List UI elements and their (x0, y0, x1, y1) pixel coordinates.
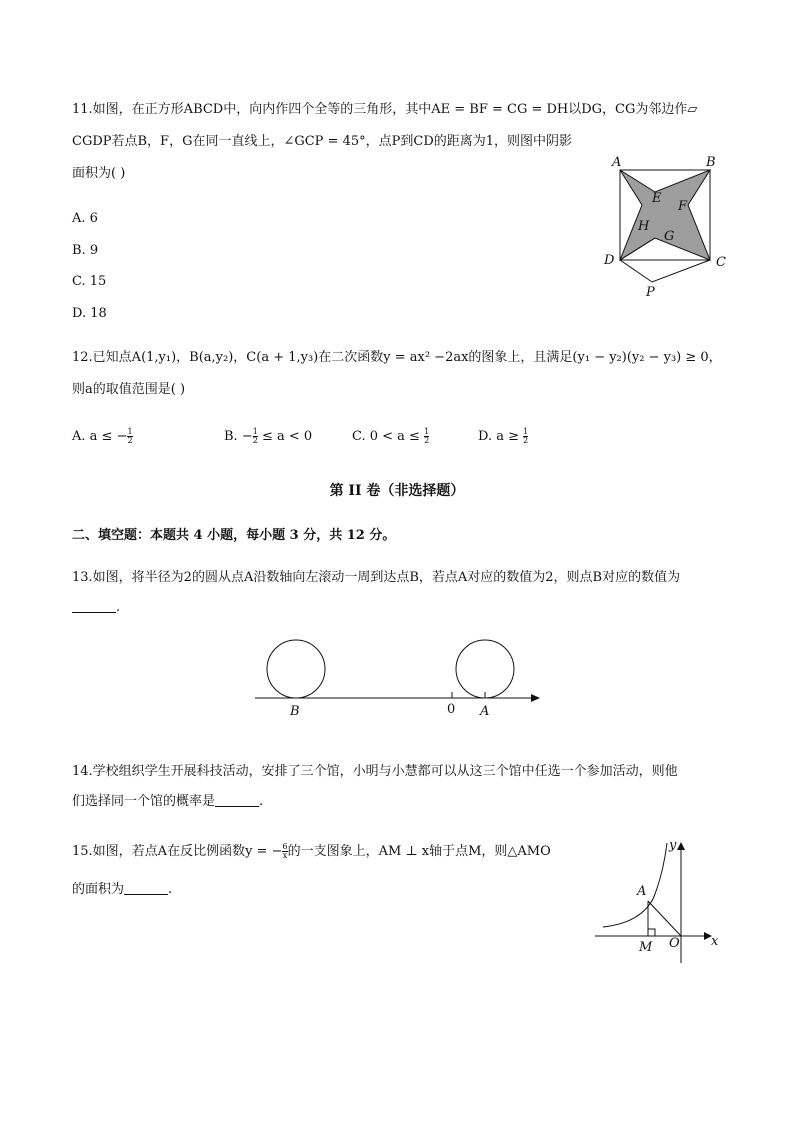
q12-option-d: D. a ≥ $\frac{1}{2}$ (478, 427, 529, 445)
label-h: H (638, 219, 650, 234)
q11-option-d: D. 18 (72, 306, 107, 321)
label-a: A (480, 704, 490, 719)
q15-hyperbola-figure (595, 835, 725, 965)
label-f: F (678, 199, 688, 214)
label-m: M (639, 940, 653, 955)
q13-number-line-figure (250, 635, 550, 725)
q14-line2: 们选择同一个馆的概率是 . (72, 794, 264, 809)
label-c: C (716, 255, 726, 270)
label-d: D (604, 253, 615, 268)
label-e: E (652, 191, 662, 206)
q12-option-c: C. 0 < a ≤ $\frac{1}{2}$ (352, 427, 430, 445)
q14-line1: 14.学校组织学生开展科技活动，安排了三个馆，小明与小慧都可以从这三个馆中任选一个参加活动，则他 (72, 764, 678, 779)
q15-line2: 的面积为 . (72, 882, 173, 897)
circle-at-b (267, 640, 325, 698)
number-line-arrow (531, 694, 540, 702)
right-angle-mark (648, 929, 655, 936)
label-zero: 0 (447, 702, 456, 717)
hyperbola-branch (603, 843, 667, 927)
y-axis-arrow (677, 842, 685, 850)
circle-at-a (456, 640, 514, 698)
label-g: G (664, 229, 675, 244)
q15-line1: 15.如图，若点A在反比例函数y = − $\frac{6}{x}$ 的一支图象上，AM ⊥ x轴于点M，则△AMO (72, 842, 551, 860)
section-heading: 二、填空题：本题共 4 小题，每小题 3 分，共 12 分。 (72, 528, 396, 543)
q11-option-a: A. 6 (72, 211, 98, 226)
parallelogram-cgdp (620, 260, 710, 282)
q12-line2: 则a的取值范围是( ) (72, 382, 186, 397)
q15-answer-blank[interactable] (124, 881, 168, 895)
q12-option-b: B. − $\frac{1}{2}$ ≤ a < 0 (224, 427, 313, 445)
q11-line3: 面积为( ) (72, 166, 126, 181)
label-a: A (612, 155, 622, 170)
label-b: B (706, 155, 716, 170)
segment-ao (648, 901, 681, 936)
q11-line1: 11.如图，在正方形ABCD中，向内作四个全等的三角形，其中AE = BF = CG = DH以DG，CG为邻边作▱ (72, 102, 698, 117)
q13-answer-blank[interactable] (72, 599, 116, 613)
label-a: A (637, 884, 647, 899)
shaded-star (620, 170, 710, 260)
q12-option-a: A. a ≤ − $\frac{1}{2}$ (72, 427, 133, 445)
label-x: x (711, 934, 719, 949)
label-y: y (669, 838, 677, 853)
q11-option-b: B. 9 (72, 243, 99, 258)
label-b: B (290, 704, 300, 719)
q11-square-figure (600, 150, 740, 300)
q11-line2: CGDP若点B，F，G在同一直线上，∠GCP = 45°，点P到CD的距离为1，则图中阴影 (72, 134, 573, 149)
label-p: P (646, 285, 655, 300)
q12-line1: 12.已知点A(1,y₁)，B(a,y₂)，C(a + 1,y₃)在二次函数y = ax² −2ax的图象上，且满足(y₁ − y₂)(y₂ − y₃) ≥ 0， (72, 350, 722, 365)
part2-title: 第 II 卷（非选择题） (329, 483, 465, 499)
q13-line1: 13.如图，将半径为2的圆从点A沿数轴向左滚动一周到达点B，若点A对应的数值为2，则点B对应的数值为 (72, 570, 681, 585)
label-o: O (669, 936, 680, 951)
q13-line2: . (72, 598, 120, 618)
q14-answer-blank[interactable] (215, 793, 259, 807)
q11-option-c: C. 15 (72, 274, 107, 289)
